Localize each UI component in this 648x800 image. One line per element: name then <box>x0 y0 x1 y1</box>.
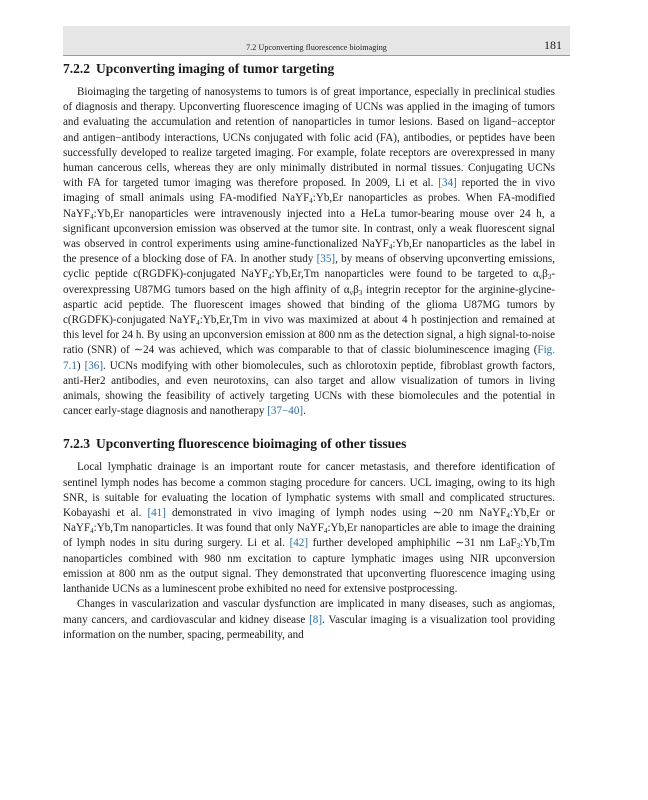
section-title: Upconverting fluorescence bioimaging of other tissues <box>96 436 407 452</box>
citation-link[interactable]: [8] <box>309 613 323 626</box>
citation-link[interactable]: Fig. 7.1 <box>63 344 555 372</box>
citation-link[interactable]: [41] <box>147 507 166 520</box>
paragraph: Bioimaging the targeting of nanosystems to tumors is of great importance, especially in preclinical studies of diagnosis and therapy. Upconverting fluorescence imaging of UCNs was applied in the imaging of tumors and evaluating the accumulation and retention of nanoparticles in tumor lesions. Based on ligand−acceptor and antigen−antibody interactions, UCNs conjugated with folic acid (FA), antibodies, or peptides have been successfully developed to realize targeted imaging. For example, folate receptors are overexpressed in many human cancerous cells, whereas they are only minimally distributed in normal tissues. Conjugating UCNs with FA for targeted tumor imaging was therefore proposed. In 2009, Li et al. [34] reported the in vivo imaging of small animals using FA-modified NaYF$_4$:Yb,Er nanoparticles as probes. When FA-modified NaYF$_4$:Yb,Er nanoparticles were intravenously injected into a HeLa tumor-bearing mouse over 24 h, a significant upconversion emission was observed at the tumor site. In contrast, only a weak fluorescent signal was observed in control experiments using amine-functionalized NaYF$_4$:Yb,Er nanoparticles as the label in the presence of a blocking dose of FA. In another study [35], by means of observing upconverting emissions, cyclic peptide c(RGDFK)-conjugated NaYF$_4$:Yb,Er,Tm nanoparticles were found to be targeted to $\alpha_v\beta_3$-overexpressing U87MG tumors based on the high affinity of $\alpha_v\beta_3$ integrin receptor for the arginine-glycine-aspartic acid peptide. The fluorescent images showed that binding of the glioma U87MG tumors by c(RGDFK)-conjugated NaYF$_4$:Yb,Er,Tm in vivo was maximized at about 4 h postinjection and remained at this level for 24 h. By using an upconversion emission at 800 nm as the detection signal, a high signal-to-noise ratio (SNR) of ∼24 was achieved, which was comparable to that of classic bioluminescence imaging (Fig. 7.1) [36]. UCNs modifying with other biomolecules, such as chlorotoxin peptide, fibroblast growth factors, anti-Her2 antibodies, and even neurotoxins, can also target and allow visualization of tumors in living animals, showing the feasibility of actively targeting UCNs with these biomolecules and the potential in cancer early-stage diagnosis and nanotherapy [37−40]. <box>63 86 556 418</box>
subscript: 4 <box>323 527 328 536</box>
subscript: 3 <box>547 273 552 282</box>
section-title: Upconverting imaging of tumor targeting <box>96 61 335 76</box>
section-number: 7.2.2 <box>63 61 90 76</box>
subscript: 4 <box>90 527 94 536</box>
subscript: v <box>349 288 354 297</box>
citation-link[interactable]: [34] <box>438 177 457 190</box>
section-heading-7-2-3 <box>63 435 555 453</box>
section-heading-7-2-2 <box>63 60 555 78</box>
subscript: 3 <box>516 542 521 551</box>
citation-link[interactable]: [42] <box>289 537 309 550</box>
citation-link[interactable]: [35] <box>316 253 336 266</box>
subscript: 3 <box>358 288 363 297</box>
citation-link[interactable]: [36] <box>84 359 104 372</box>
page-body <box>63 60 555 643</box>
paragraph: Local lymphatic drainage is an important route for cancer metastasis, and therefore identification of sentinel lymph nodes has become a common staging procedure for cancers. UCL imaging, owing to its high SNR, is suitable for evaluating the location of lymphatic systems with small and complicated structures. Kobayashi et al. [41] demonstrated in vivo imaging of lymph nodes using ∼20 nm NaYF$_4$:Yb,Er or NaYF$_4$:Yb,Tm nanoparticles. It was found that only NaYF$_4$:Yb,Er nanoparticles are able to image the draining of lymph nodes in situ during surgery. Li et al. [42] further developed amphiphilic ∼31 nm LaF$_3$:Yb,Tm nanoparticles combined with 980 nm excitation to capture lymphatic images using NIR upconversion emission at 800 nm as the output signal. They demonstrated that upconverting fluorescence imaging using lanthanide UCNs as a luminescent probe exhibited no need for extensive postprocessing. <box>63 461 556 596</box>
subscript: 4 <box>388 243 393 252</box>
subscript: 4 <box>268 273 272 282</box>
running-title: 7.2 Upconverting fluorescence bioimaging <box>246 43 387 52</box>
page-number: 181 <box>544 38 562 52</box>
subscript: 4 <box>506 512 510 521</box>
subscript: v <box>538 273 543 282</box>
citation-link[interactable]: [37−40] <box>267 405 304 418</box>
running-header <box>63 26 570 56</box>
subscript: 4 <box>309 197 313 206</box>
subscript: 4 <box>196 319 200 328</box>
subscript: 4 <box>90 212 94 221</box>
section-number: 7.2.3 <box>63 436 90 452</box>
paragraph: Changes in vascularization and vascular dysfunction are implicated in many diseases, such as angiomas, many cancers, and cardiovascular and kidney disease [8]. Vascular imaging is a visualization tool providing information on the number, spacing, permeability, and <box>63 598 556 641</box>
